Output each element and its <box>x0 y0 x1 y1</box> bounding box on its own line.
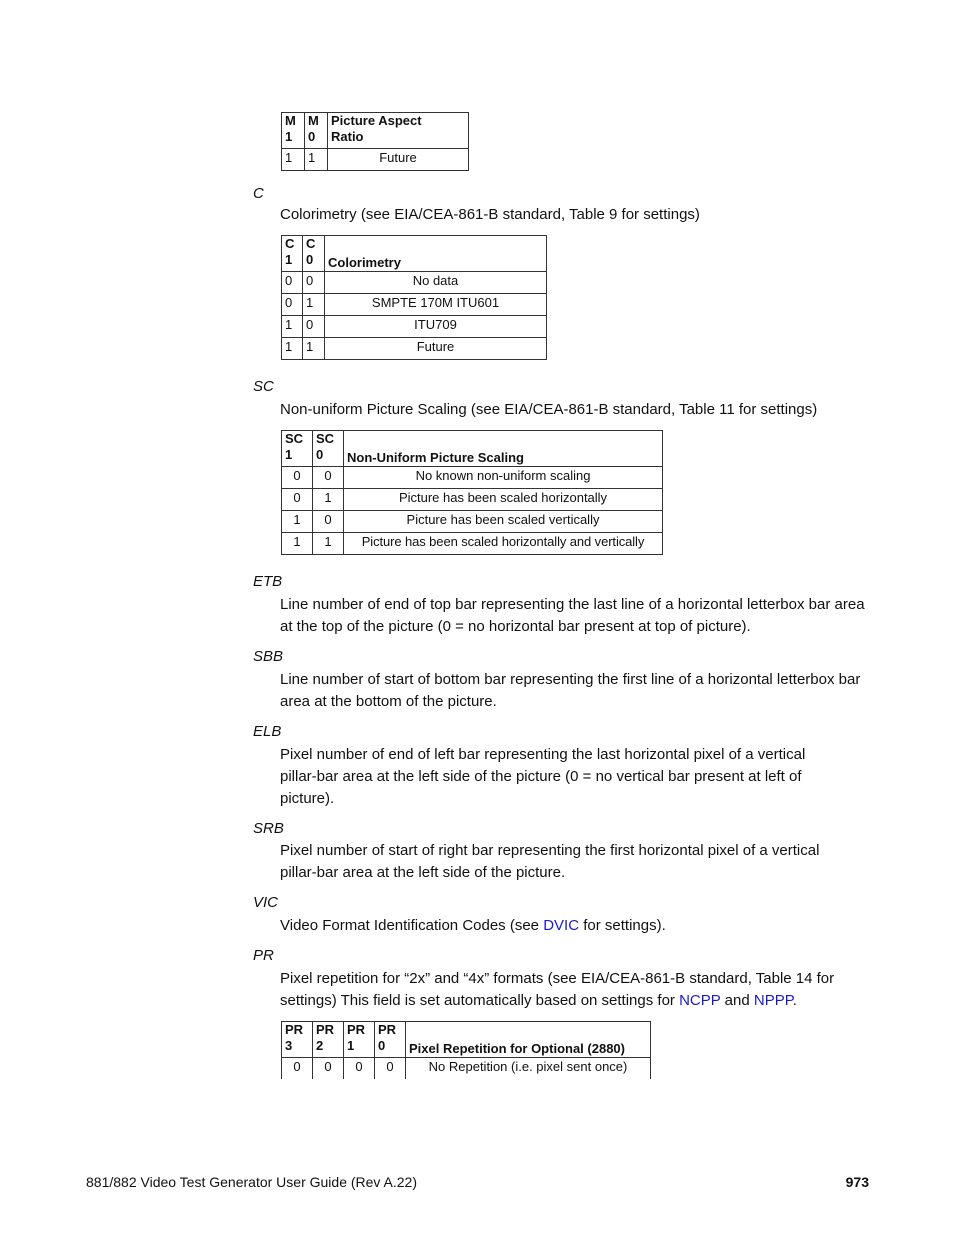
table-row <box>282 272 547 294</box>
term-srb: SRB <box>253 820 284 837</box>
colorimetry-table <box>281 235 547 360</box>
table-cell: 1 <box>313 489 344 511</box>
table-header-row <box>282 431 663 467</box>
table-cell: 0 <box>344 1058 375 1080</box>
term-etb: ETB <box>253 573 283 590</box>
table-row <box>282 533 663 555</box>
table-row <box>282 511 663 533</box>
table-cell: 1 <box>282 316 303 338</box>
table-cell: ITU709 <box>325 316 547 338</box>
table-cell: 0 <box>303 316 325 338</box>
table-cell: 0 <box>313 511 344 533</box>
table-cell: 0 <box>375 1058 406 1080</box>
table-row <box>282 294 547 316</box>
table-cell: 1 <box>303 294 325 316</box>
table-header-cell: SC 0 <box>313 431 344 467</box>
table-cell: 1 <box>282 338 303 360</box>
table-header-cell: M 1 <box>282 113 305 149</box>
table-cell: No known non-uniform scaling <box>344 467 663 489</box>
table-header-cell: Pixel Repetition for Optional (2880) <box>406 1022 651 1058</box>
picture-scaling-table <box>281 430 663 555</box>
table-row <box>282 467 663 489</box>
table-header-cell: C 0 <box>303 236 325 272</box>
term-c: C <box>253 185 264 202</box>
table-row <box>282 338 547 360</box>
term-sbb: SBB <box>253 648 284 665</box>
table-cell: Picture has been scaled vertically <box>344 511 663 533</box>
term-vic: VIC <box>253 894 279 911</box>
term-sc: SC <box>253 378 274 395</box>
dvic-link[interactable]: DVIC <box>543 917 580 934</box>
table-cell: 0 <box>313 467 344 489</box>
table-cell: 1 <box>282 149 305 171</box>
description-sc: Non-uniform Picture Scaling (see EIA/CEA-861-B standard, Table 11 for settings) <box>280 401 818 418</box>
table-header-cell: Colorimetry <box>325 236 547 272</box>
description-sbb: Line number of start of bottom bar representing the first line of a horizontal letterbox bar area at the bottom of the picture. <box>280 671 861 710</box>
table-cell: 0 <box>313 1058 344 1080</box>
table-row <box>282 149 469 171</box>
table-cell: 0 <box>282 1058 313 1080</box>
description-text: and <box>720 992 754 1009</box>
table-header-cell: SC 1 <box>282 431 313 467</box>
table-header-cell: Picture Aspect Ratio <box>328 113 469 149</box>
table-header-cell: PR 1 <box>344 1022 375 1058</box>
table-header-row <box>282 1022 651 1058</box>
ncpp-link[interactable]: NCPP <box>679 992 721 1009</box>
table-cell: Picture has been scaled horizontally <box>344 489 663 511</box>
table-row <box>282 1058 651 1080</box>
description-srb: Pixel number of start of right bar representing the first horizontal pixel of a vertical pillar-bar area at the left side of the picture. <box>280 842 820 881</box>
term-pr: PR <box>253 947 274 964</box>
description-text: Video Format Identification Codes (see <box>280 917 544 934</box>
nppp-link[interactable]: NPPP <box>753 992 793 1009</box>
description-c: Colorimetry (see EIA/CEA-861-B standard, Table 9 for settings) <box>280 206 700 223</box>
pixel-repetition-table <box>281 1021 651 1079</box>
table-cell: Future <box>325 338 547 360</box>
table-header-row <box>282 236 547 272</box>
page-number: 973 <box>845 1174 869 1190</box>
table-cell: 0 <box>282 467 313 489</box>
table-header-cell: PR 2 <box>313 1022 344 1058</box>
table-cell: No data <box>325 272 547 294</box>
table-row <box>282 316 547 338</box>
table-cell: No Repetition (i.e. pixel sent once) <box>406 1058 651 1080</box>
table-cell: SMPTE 170M ITU601 <box>325 294 547 316</box>
table-cell: Picture has been scaled horizontally and vertically <box>344 533 663 555</box>
table-row <box>282 489 663 511</box>
description-pr <box>280 968 870 1012</box>
description-text: for settings). <box>579 917 666 934</box>
description-text: . <box>792 992 797 1009</box>
table-cell: 1 <box>282 511 313 533</box>
table-header-cell: PR 3 <box>282 1022 313 1058</box>
table-cell: 0 <box>282 272 303 294</box>
table-cell: 0 <box>282 294 303 316</box>
table-header-row <box>282 113 469 149</box>
table-cell: 1 <box>305 149 328 171</box>
description-text: Pixel repetition for “2x” and “4x” formats (see EIA/CEA-861-B standard, Table 14 for settings) This field is set automatically based on settings for <box>280 970 835 1009</box>
footer-title: 881/882 Video Test Generator User Guide (Rev A.22) <box>86 1174 418 1190</box>
table-header-cell: Non-Uniform Picture Scaling <box>344 431 663 467</box>
table-cell: 0 <box>303 272 325 294</box>
aspect-ratio-table <box>281 112 469 171</box>
table-header-cell: M 0 <box>305 113 328 149</box>
table-cell: 0 <box>282 489 313 511</box>
term-elb: ELB <box>253 723 282 740</box>
description-etb: Line number of end of top bar representing the last line of a horizontal letterbox bar area at the top of the picture (0 = no horizontal bar present at top of picture). <box>280 596 865 635</box>
table-cell: 1 <box>303 338 325 360</box>
table-cell: Future <box>328 149 469 171</box>
table-cell: 1 <box>282 533 313 555</box>
table-header-cell: PR 0 <box>375 1022 406 1058</box>
description-vic <box>280 915 870 937</box>
description-elb: Pixel number of end of left bar representing the last horizontal pixel of a vertical pillar-bar area at the left side of the picture (0 = no vertical bar present at left of picture). <box>280 746 806 807</box>
table-cell: 1 <box>313 533 344 555</box>
table-header-cell: C 1 <box>282 236 303 272</box>
